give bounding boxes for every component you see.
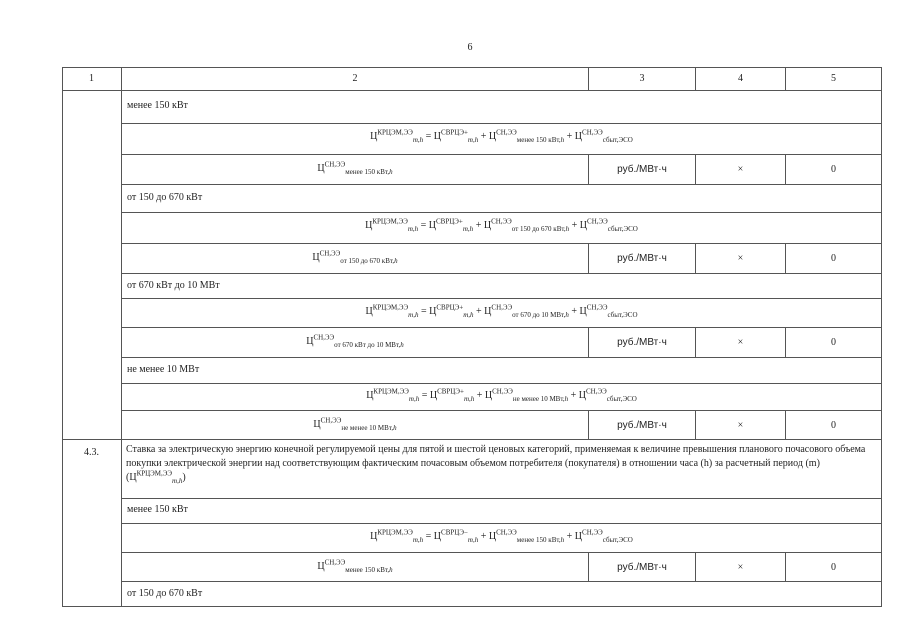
rate-symbol-less-150-b: $Ц^{СН,ЭЭ}_{менее 150 кВт,h}$ <box>317 558 393 574</box>
page-number: 6 <box>467 42 473 53</box>
row-label-less-150: менее 150 кВт <box>127 100 188 111</box>
col4-150-670: × <box>737 253 744 264</box>
col5-not-less-10: 0 <box>831 420 836 431</box>
header-col-3: 3 <box>639 73 645 84</box>
formula-670-10: $Ц^{КРЦЭМ,ЭЭ}_{m,h} = Ц^{СВРЦЭ+}_{m,h} + Ц^{СН,ЭЭ}_{от 670 до 10 МВт,h} + Ц^{СН,ЭЭ}_{сбыт,ЭСО}$ <box>365 303 638 319</box>
formula-less-150-b: $Ц^{КРЦЭМ,ЭЭ}_{m,h} = Ц^{СВРЦЭ-}_{m,h} + Ц^{СН,ЭЭ}_{менее 150 кВт,h} + Ц^{СН,ЭЭ}_{сбыт,ЭСО}$ <box>370 528 633 544</box>
header-col-1: 1 <box>89 73 94 84</box>
unit-not-less-10: руб./МВт·ч <box>617 420 667 431</box>
row-label-150-670-b: от 150 до 670 кВт <box>127 588 203 599</box>
row-label-670-10: от 670 кВт до 10 МВт <box>127 280 220 291</box>
col5-less-150: 0 <box>831 164 836 175</box>
row-label-less-150-b: менее 150 кВт <box>127 504 188 515</box>
col5-less-150-b: 0 <box>831 562 836 573</box>
formula-150-670: $Ц^{КРЦЭМ,ЭЭ}_{m,h} = Ц^{СВРЦЭ+}_{m,h} + Ц^{СН,ЭЭ}_{от 150 до 670 кВт,h} + Ц^{СН,ЭЭ}_{сбыт,ЭСО}$ <box>365 217 638 233</box>
rate-symbol-less-150: $Ц^{СН,ЭЭ}_{менее 150 кВт,h}$ <box>317 160 393 176</box>
rate-symbol-670-10: $Ц^{СН,ЭЭ}_{от 670 кВт до 10 МВт,h}$ <box>306 333 404 349</box>
col4-670-10: × <box>737 337 744 348</box>
col4-less-150: × <box>737 164 744 175</box>
col4-not-less-10: × <box>737 420 744 431</box>
formula-not-less-10: $Ц^{КРЦЭМ,ЭЭ}_{m,h} = Ц^{СВРЦЭ+}_{m,h} + Ц^{СН,ЭЭ}_{не менее 10 МВт,h} + Ц^{СН,ЭЭ}_{сбыт,ЭСО}$ <box>366 387 637 403</box>
formula-less-150: $Ц^{КРЦЭМ,ЭЭ}_{m,h} = Ц^{СВРЦЭ+}_{m,h} + Ц^{СН,ЭЭ}_{менее 150 кВт,h} + Ц^{СН,ЭЭ}_{сбыт,ЭСО}$ <box>370 128 633 144</box>
unit-150-670: руб./МВт·ч <box>617 253 667 264</box>
unit-less-150-b: руб./МВт·ч <box>617 562 667 573</box>
col4-less-150-b: × <box>737 562 744 573</box>
header-col-4: 4 <box>738 73 743 84</box>
header-col-2: 2 <box>352 73 358 84</box>
col5-670-10: 0 <box>831 337 836 348</box>
row-label-not-less-10: не менее 10 МВт <box>127 364 200 375</box>
unit-less-150: руб./МВт·ч <box>617 164 667 175</box>
col5-150-670: 0 <box>831 253 836 264</box>
rate-symbol-150-670: $Ц^{СН,ЭЭ}_{от 150 до 670 кВт,h}$ <box>312 249 398 265</box>
rate-symbol-not-less-10: $Ц^{СН,ЭЭ}_{не менее 10 МВт,h}$ <box>313 416 397 432</box>
section-4-3-description: Ставка за электрическую энергию конечной регулируемой цены для пятой и шестой ценовых категорий, применяемая к величине превышения планового почасового объема покупки электрической энергии над соответствующим фактическим почасовым объемом потребителя (покупателя) в отношении часа (h) за расчетный период (m) $(Ц^{КРЦЭМ,ЭЭ}_{m,h})$ <box>126 444 866 485</box>
unit-670-10: руб./МВт·ч <box>617 337 667 348</box>
row-label-150-670: от 150 до 670 кВт <box>127 192 203 203</box>
section-number-4-3: 4.3. <box>84 447 99 458</box>
header-col-5: 5 <box>831 73 836 84</box>
